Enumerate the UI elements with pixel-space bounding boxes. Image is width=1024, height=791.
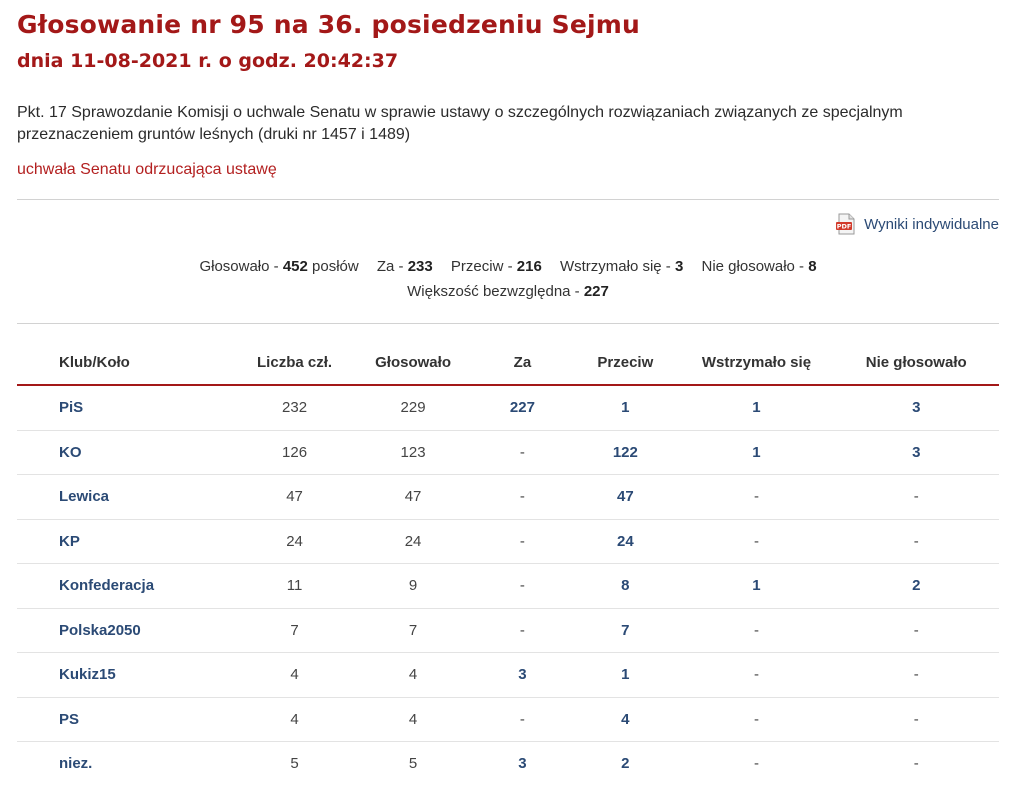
cell-not-voted[interactable]: 2 [833,564,999,609]
cell-club[interactable]: PiS [17,385,236,430]
cell-members: 11 [236,564,352,609]
divider [17,199,999,200]
cell-club[interactable]: Kukiz15 [17,653,236,698]
cell-not-voted: - [833,519,999,564]
cell-against[interactable]: 2 [621,755,630,773]
cell-not-voted: - [833,475,999,520]
cell-members: 232 [236,385,352,430]
table-row [17,430,999,475]
cell-abstain: - [679,608,833,653]
voted-suffix: posłów [307,258,359,275]
agenda-topic: Pkt. 17 Sprawozdanie Komisji o uchwale Senatu w sprawie ustawy o szczególnych rozwiązaniach związanych ze specjalnym przeznaczeniem gruntów leśnych (druki nr 1457 i 1489) [17,104,903,143]
table-row [17,475,999,520]
table-row [17,385,999,430]
cell-against[interactable]: 1 [571,385,679,430]
abstain-label: Wstrzymało się - [559,258,675,275]
cell-against[interactable]: 122 [571,430,679,475]
cell-against[interactable]: 4 [571,697,679,742]
cell-not-voted[interactable]: 3 [833,430,999,475]
pdf-icon [835,213,857,235]
cell-not-voted: - [833,608,999,653]
cell-abstain: - [679,475,833,520]
not-voted-label: Nie głosowało - [701,258,809,275]
individual-results-label[interactable]: Wyniki indywidualne [864,215,999,233]
voted-count: 452 [282,258,308,275]
cell-abstain: - [679,653,833,698]
cell-club[interactable]: niez. [59,755,93,773]
against-count: 216 [516,258,542,275]
cell-members: 5 [290,755,299,773]
cell-members: 47 [236,475,352,520]
cell-voted: 4 [353,697,474,742]
vote-date: dnia 11-08-2021 r. o godz. 20:42:37 [17,50,399,72]
cell-abstain[interactable]: 1 [679,564,833,609]
header-members: Liczba czł. [236,340,352,385]
cell-members: 126 [236,430,352,475]
divider [17,323,999,324]
majority-label: Większość bezwzględna - [407,283,584,300]
results-table [17,340,999,786]
cell-voted: 24 [353,519,474,564]
pdf-icon-label: PDF [836,222,852,231]
cell-members: 7 [236,608,352,653]
cell-voted: 7 [353,608,474,653]
table-header-row [17,340,999,385]
cell-abstain: - [679,519,833,564]
cell-against[interactable]: 1 [571,653,679,698]
cell-not-voted: - [913,755,919,773]
cell-abstain[interactable]: 1 [679,385,833,430]
cell-voted: 5 [408,755,418,773]
header-for: Za [474,340,572,385]
individual-results-link[interactable] [835,213,999,235]
cell-for: - [474,697,572,742]
not-voted-count: 8 [808,258,817,275]
cell-voted: 47 [353,475,474,520]
header-not-voted: Nie głosowało [833,340,999,385]
cell-for[interactable]: 3 [518,755,527,773]
cell-club[interactable]: Lewica [17,475,236,520]
cell-club[interactable]: Konfederacja [17,564,236,609]
header-club: Klub/Koło [17,340,236,385]
table-row [17,519,999,564]
cell-against[interactable]: 24 [571,519,679,564]
table-row [17,608,999,653]
cell-voted: 4 [353,653,474,698]
cell-for: - [474,564,572,609]
cell-voted: 9 [353,564,474,609]
table-row [17,742,999,786]
abstain-count: 3 [674,258,684,275]
cell-not-voted: - [833,697,999,742]
cell-for[interactable]: 227 [474,385,572,430]
table-row [17,564,999,609]
vote-summary [17,258,999,275]
cell-club[interactable]: KP [17,519,236,564]
cell-members: 4 [236,697,352,742]
for-label: Za - [376,258,408,275]
cell-against[interactable]: 47 [571,475,679,520]
cell-members: 4 [236,653,352,698]
for-count: 233 [407,258,433,275]
against-label: Przeciw - [450,258,517,275]
page-title: Głosowanie nr 95 na 36. posiedzeniu Sejmu [17,10,641,39]
header-voted: Głosowało [353,340,474,385]
header-abstain: Wstrzymało się [679,340,833,385]
table-row [17,697,999,742]
cell-not-voted: - [833,653,999,698]
cell-abstain: - [679,697,833,742]
voted-label: Głosowało - [199,258,283,275]
cell-abstain[interactable]: 1 [679,430,833,475]
cell-for: - [474,519,572,564]
vote-subject: uchwała Senatu odrzucająca ustawę [17,161,277,178]
cell-club[interactable]: KO [17,430,236,475]
cell-voted: 229 [353,385,474,430]
cell-for: - [474,430,572,475]
majority-count: 227 [583,283,609,300]
header-against: Przeciw [571,340,679,385]
cell-against[interactable]: 8 [571,564,679,609]
cell-club[interactable]: PS [17,697,236,742]
cell-for: - [474,608,572,653]
cell-members: 24 [236,519,352,564]
cell-voted: 123 [353,430,474,475]
table-row [17,653,999,698]
cell-against[interactable]: 7 [571,608,679,653]
cell-club[interactable]: Polska2050 [17,608,236,653]
cell-for: - [474,475,572,520]
cell-not-voted[interactable]: 3 [833,385,999,430]
cell-abstain: - [753,755,759,773]
majority-summary [17,283,999,300]
cell-for[interactable]: 3 [474,653,572,698]
